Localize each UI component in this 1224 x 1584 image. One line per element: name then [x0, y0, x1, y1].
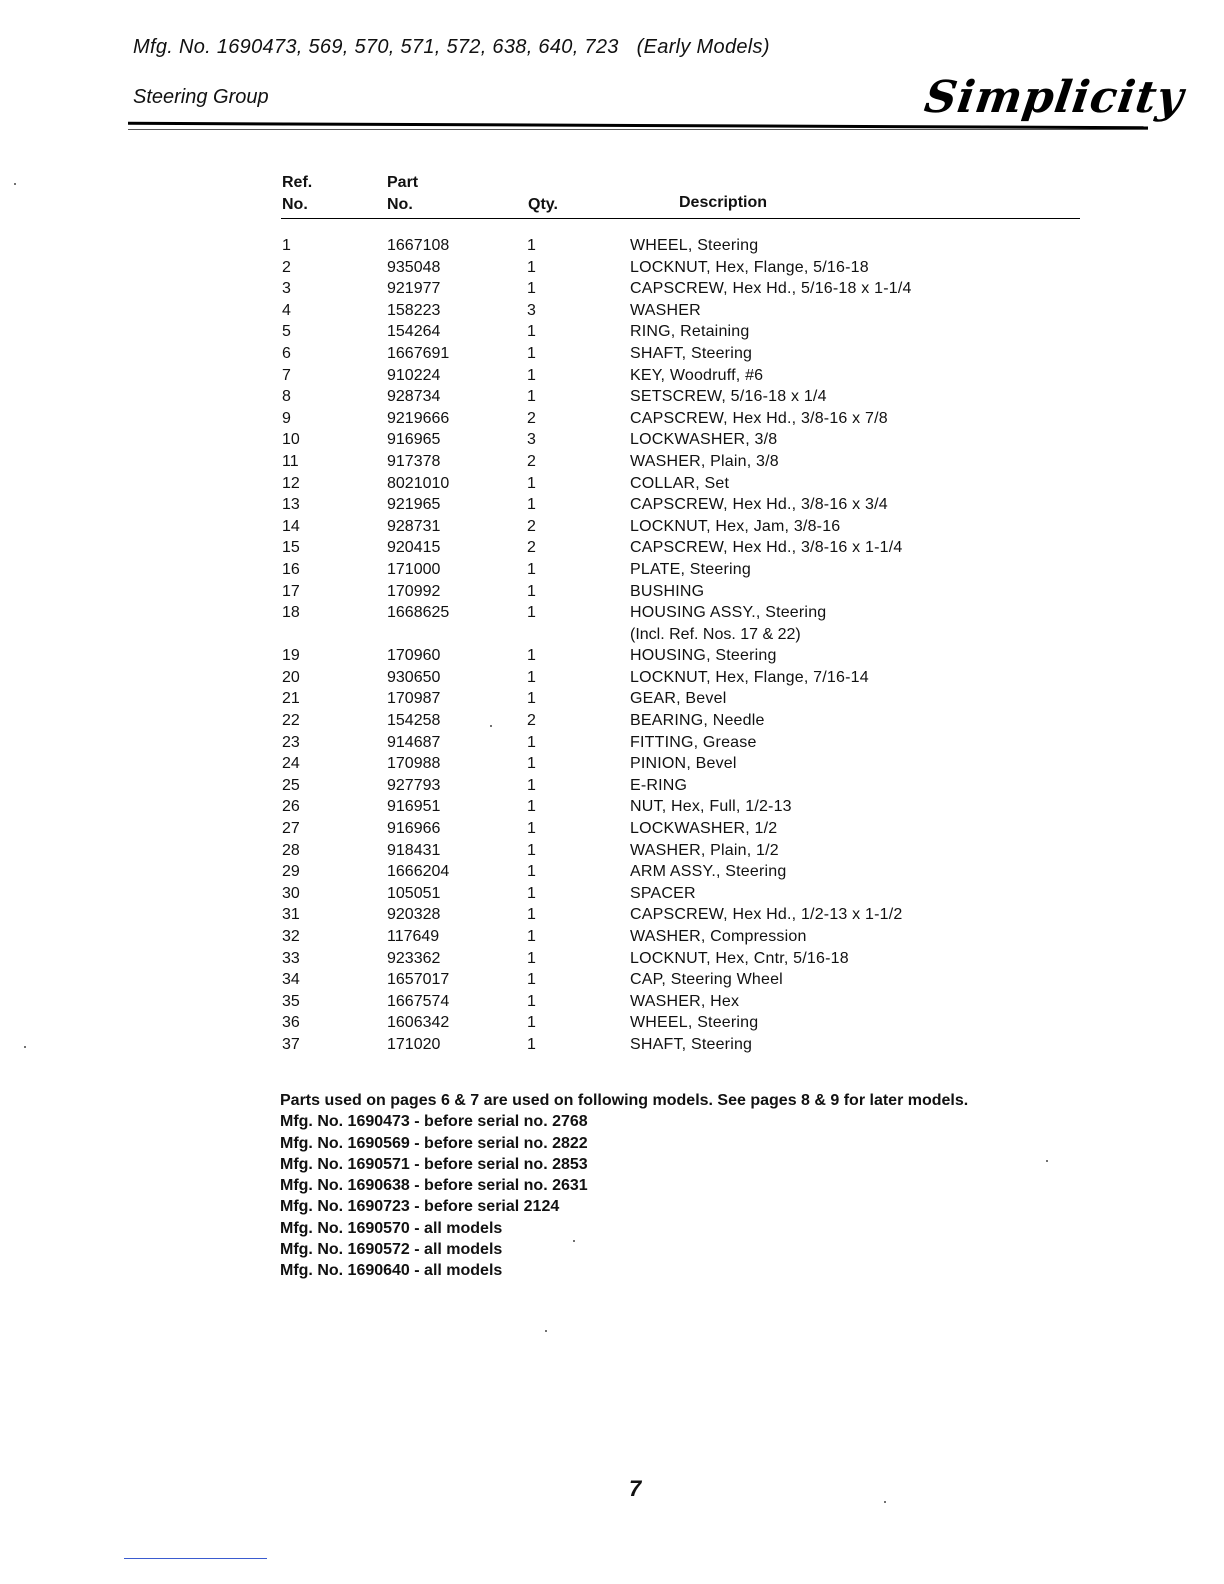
part-number: 170992 — [387, 582, 441, 600]
table-row — [0, 345, 1224, 367]
part-number: 918431 — [387, 841, 441, 859]
quantity: 1 — [527, 776, 536, 794]
description: COLLAR, Set — [630, 474, 730, 492]
ref-number: 23 — [282, 733, 300, 751]
manufacturer-numbers — [133, 36, 770, 59]
table-row — [0, 453, 1224, 475]
quantity: 1 — [527, 841, 536, 859]
table-row — [0, 259, 1224, 281]
description: WHEEL, Steering — [630, 237, 759, 254]
quantity: 1 — [527, 690, 536, 708]
description: ARM ASSY., Steering — [630, 863, 787, 881]
part-no-header: Part No. — [387, 174, 419, 213]
table-row — [0, 539, 1224, 561]
part-number: 927793 — [387, 776, 441, 794]
table-row — [0, 475, 1224, 497]
table-row — [0, 777, 1224, 799]
model-notes — [280, 1090, 968, 1282]
part-number: 154258 — [387, 712, 441, 730]
part-number: 920415 — [387, 539, 441, 557]
part-number: 1667108 — [387, 237, 450, 254]
part-number: 930650 — [387, 668, 441, 686]
table-row — [0, 885, 1224, 907]
table-row — [0, 647, 1224, 669]
ref-number: 4 — [282, 301, 291, 319]
table-row — [0, 518, 1224, 540]
brand-logo: Simplicity — [921, 72, 1188, 123]
ref-number: 14 — [282, 517, 300, 535]
table-row — [0, 410, 1224, 432]
description: KEY, Woodruff, #6 — [630, 366, 764, 384]
quantity: 2 — [527, 452, 536, 470]
table-row — [0, 302, 1224, 324]
part-number: 910224 — [387, 366, 441, 384]
description: CAPSCREW, Hex Hd., 3/8-16 x 7/8 — [630, 409, 888, 427]
table-row — [0, 842, 1224, 864]
model-note-line: Mfg. No. 1690473 - before serial no. 2768 — [280, 1113, 588, 1131]
ref-number: 10 — [282, 431, 300, 449]
part-number: 154264 — [387, 323, 441, 341]
quantity: 1 — [527, 560, 536, 578]
table-row — [0, 388, 1224, 410]
table-row — [0, 798, 1224, 820]
ref-number: 25 — [282, 776, 300, 794]
quantity: 1 — [527, 323, 536, 341]
quantity: 1 — [527, 755, 536, 773]
ref-number: 21 — [282, 690, 300, 708]
quantity: 1 — [527, 388, 536, 406]
quantity: 1 — [527, 884, 536, 902]
description: LOCKNUT, Hex, Cntr, 5/16-18 — [630, 949, 849, 967]
table-row — [0, 583, 1224, 605]
part-number: 916965 — [387, 431, 441, 449]
description-continuation: (Incl. Ref. Nos. 17 & 22) — [630, 625, 801, 643]
description: LOCKNUT, Hex, Jam, 3/8-16 — [630, 517, 841, 535]
description: FITTING, Grease — [630, 733, 757, 751]
description: BEARING, Needle — [630, 712, 765, 730]
part-number: 1667574 — [387, 992, 450, 1010]
model-note-line: Mfg. No. 1690572 - all models — [280, 1241, 503, 1259]
models-note: (Early Models) — [636, 36, 770, 58]
model-note-line: Mfg. No. 1690723 - before serial 2124 — [280, 1198, 560, 1216]
table-row — [0, 280, 1224, 302]
table-row — [0, 1036, 1224, 1058]
ref-number: 30 — [282, 884, 300, 902]
quantity: 1 — [527, 237, 536, 254]
quantity: 1 — [527, 604, 536, 622]
part-number: 8021010 — [387, 474, 450, 492]
part-number: 916951 — [387, 798, 441, 816]
ref-number: 1 — [282, 237, 291, 254]
part-number: 170987 — [387, 690, 441, 708]
description: LOCKNUT, Hex, Flange, 5/16-18 — [630, 258, 869, 276]
part-number: 117649 — [387, 928, 440, 945]
ref-number: 34 — [282, 971, 300, 989]
part-number: 1666204 — [387, 863, 450, 881]
ref-number: 11 — [282, 452, 299, 470]
description: LOCKNUT, Hex, Flange, 7/16-14 — [630, 668, 869, 686]
table-row-continuation — [0, 626, 1224, 648]
ref-number: 20 — [282, 668, 300, 686]
table-row — [0, 820, 1224, 842]
description: WASHER, Plain, 3/8 — [630, 452, 779, 470]
description: CAPSCREW, Hex Hd., 3/8-16 x 3/4 — [630, 496, 888, 514]
ref-number: 7 — [282, 366, 291, 384]
scan-speck — [573, 1240, 575, 1242]
quantity: 2 — [527, 539, 536, 557]
description-header: Description — [679, 194, 768, 211]
model-note-line: Mfg. No. 1690640 - all models — [280, 1262, 503, 1280]
part-number: 935048 — [387, 258, 441, 276]
ref-number: 37 — [282, 1035, 300, 1053]
quantity: 1 — [527, 863, 536, 881]
parts-list — [0, 237, 1224, 1058]
quantity: 1 — [527, 647, 536, 665]
table-row — [0, 496, 1224, 518]
model-note-line: Mfg. No. 1690638 - before serial no. 2631 — [280, 1177, 588, 1195]
description: PINION, Bevel — [630, 755, 737, 773]
table-row — [0, 561, 1224, 583]
table-row — [0, 237, 1224, 259]
quantity: 1 — [527, 258, 536, 276]
model-note-line: Mfg. No. 1690571 - before serial no. 2853 — [280, 1155, 588, 1173]
description: WASHER, Plain, 1/2 — [630, 841, 779, 859]
ref-number: 24 — [282, 755, 300, 773]
quantity: 1 — [527, 992, 536, 1010]
table-row — [0, 863, 1224, 885]
description: CAPSCREW, Hex Hd., 5/16-18 x 1-1/4 — [630, 280, 912, 298]
description: NUT, Hex, Full, 1/2-13 — [630, 798, 792, 816]
ref-number: 32 — [282, 928, 300, 945]
description: CAPSCREW, Hex Hd., 1/2-13 x 1-1/2 — [630, 906, 903, 924]
ref-number: 29 — [282, 863, 300, 881]
description: CAPSCREW, Hex Hd., 3/8-16 x 1-1/4 — [630, 539, 903, 557]
description: WASHER, Compression — [630, 928, 807, 945]
description: SPACER — [630, 884, 696, 902]
ref-number: 18 — [282, 604, 300, 622]
quantity: 1 — [527, 971, 536, 989]
scan-speck — [24, 1046, 26, 1048]
table-row — [0, 971, 1224, 993]
ref-number: 15 — [282, 539, 300, 557]
part-number: 1668625 — [387, 604, 450, 622]
page-number: 7 — [629, 1476, 642, 1501]
quantity: 1 — [527, 733, 536, 751]
table-row — [0, 1014, 1224, 1036]
ref-number: 6 — [282, 344, 291, 362]
quantity: 1 — [527, 906, 536, 924]
table-row — [0, 604, 1224, 626]
quantity: 1 — [527, 474, 536, 492]
quantity: 1 — [527, 582, 536, 600]
quantity: 1 — [527, 366, 536, 384]
quantity: 3 — [527, 431, 536, 449]
ref-number: 5 — [282, 323, 291, 341]
table-row — [0, 367, 1224, 389]
ref-number: 13 — [282, 496, 300, 514]
ref-number: 35 — [282, 992, 300, 1010]
description: LOCKWASHER, 1/2 — [630, 820, 778, 838]
part-number: 171000 — [387, 560, 441, 578]
table-row — [0, 323, 1224, 345]
ref-number: 3 — [282, 280, 291, 298]
ref-number: 8 — [282, 388, 291, 406]
part-number: 916966 — [387, 820, 441, 838]
description: HOUSING ASSY., Steering — [630, 604, 827, 622]
ref-number: 31 — [282, 906, 300, 924]
quantity: 2 — [527, 409, 536, 427]
scan-speck — [545, 1330, 547, 1332]
table-row — [0, 734, 1224, 756]
scan-speck — [1046, 1160, 1048, 1162]
quantity: 1 — [527, 1014, 536, 1032]
ref-number: 17 — [282, 582, 300, 600]
ref-number: 12 — [282, 474, 300, 492]
description: GEAR, Bevel — [630, 690, 727, 708]
quantity: 1 — [527, 928, 536, 945]
quantity: 1 — [527, 344, 536, 362]
table-row — [0, 906, 1224, 928]
description: LOCKWASHER, 3/8 — [630, 431, 778, 449]
ref-number: 9 — [282, 409, 291, 427]
scan-speck — [14, 183, 16, 185]
notes-intro: Parts used on pages 6 & 7 are used on following models. See pages 8 & 9 for later models. — [280, 1092, 969, 1109]
description: SHAFT, Steering — [630, 344, 753, 362]
table-row — [0, 712, 1224, 734]
table-row — [0, 431, 1224, 453]
part-number: 921965 — [387, 496, 441, 514]
part-number: 1606342 — [387, 1014, 450, 1032]
description: E-RING — [630, 776, 688, 794]
model-note-line: Mfg. No. 1690570 - all models — [280, 1219, 503, 1237]
group-title: Steering Group — [133, 86, 269, 108]
quantity: 3 — [527, 301, 536, 319]
description: RING, Retaining — [630, 323, 750, 341]
part-number: 171020 — [387, 1035, 441, 1053]
ref-number: 26 — [282, 798, 300, 816]
table-header-rule — [281, 218, 1080, 219]
quantity: 1 — [527, 798, 536, 816]
table-row — [0, 690, 1224, 712]
description: BUSHING — [630, 582, 705, 600]
quantity: 1 — [527, 1035, 536, 1053]
quantity: 1 — [527, 820, 536, 838]
ref-no-header: Ref. No. — [282, 174, 313, 213]
part-number: 923362 — [387, 949, 441, 967]
part-number: 105051 — [387, 884, 441, 902]
part-number: 9219666 — [387, 409, 450, 427]
part-number: 920328 — [387, 906, 441, 924]
quantity: 1 — [527, 949, 536, 967]
part-number: 921977 — [387, 280, 441, 298]
model-note-line: Mfg. No. 1690569 - before serial no. 2822 — [280, 1134, 588, 1152]
part-number: 928731 — [387, 517, 441, 535]
ref-number: 28 — [282, 841, 300, 859]
table-row — [0, 669, 1224, 691]
quantity: 1 — [527, 496, 536, 514]
table-row — [0, 993, 1224, 1015]
ref-number: 22 — [282, 712, 300, 730]
table-row — [0, 928, 1224, 950]
part-number: 1667691 — [387, 344, 450, 362]
scan-speck — [490, 725, 492, 727]
ref-number: 36 — [282, 1014, 300, 1032]
description: SHAFT, Steering — [630, 1035, 753, 1053]
part-number: 914687 — [387, 733, 441, 751]
description: CAP, Steering Wheel — [630, 971, 783, 989]
part-number: 170960 — [387, 647, 441, 665]
part-number: 158223 — [387, 301, 441, 319]
ref-number: 27 — [282, 820, 300, 838]
header-rule-thin — [128, 129, 1148, 130]
description: SETSCREW, 5/16-18 x 1/4 — [630, 388, 827, 406]
part-number: 928734 — [387, 388, 441, 406]
part-number: 917378 — [387, 452, 441, 470]
description: HOUSING, Steering — [630, 647, 777, 665]
quantity: 1 — [527, 668, 536, 686]
footer-line — [124, 1558, 267, 1559]
description: WHEEL, Steering — [630, 1014, 759, 1032]
qty-header: Qty. — [528, 196, 558, 213]
table-row — [0, 950, 1224, 972]
description: WASHER, Hex — [630, 992, 740, 1010]
quantity: 2 — [527, 712, 536, 730]
ref-number: 19 — [282, 647, 300, 665]
description: PLATE, Steering — [630, 560, 751, 578]
part-number: 170988 — [387, 755, 441, 773]
mfg-number-line: Mfg. No. 1690473, 569, 570, 571, 572, 638, 640, 723 — [133, 36, 619, 58]
ref-number: 2 — [282, 258, 291, 276]
part-number: 1657017 — [387, 971, 450, 989]
scan-speck — [884, 1501, 886, 1503]
quantity: 1 — [527, 280, 536, 298]
ref-number: 33 — [282, 949, 300, 967]
ref-number: 16 — [282, 560, 300, 578]
description: WASHER — [630, 301, 701, 319]
table-row — [0, 755, 1224, 777]
quantity: 2 — [527, 517, 536, 535]
